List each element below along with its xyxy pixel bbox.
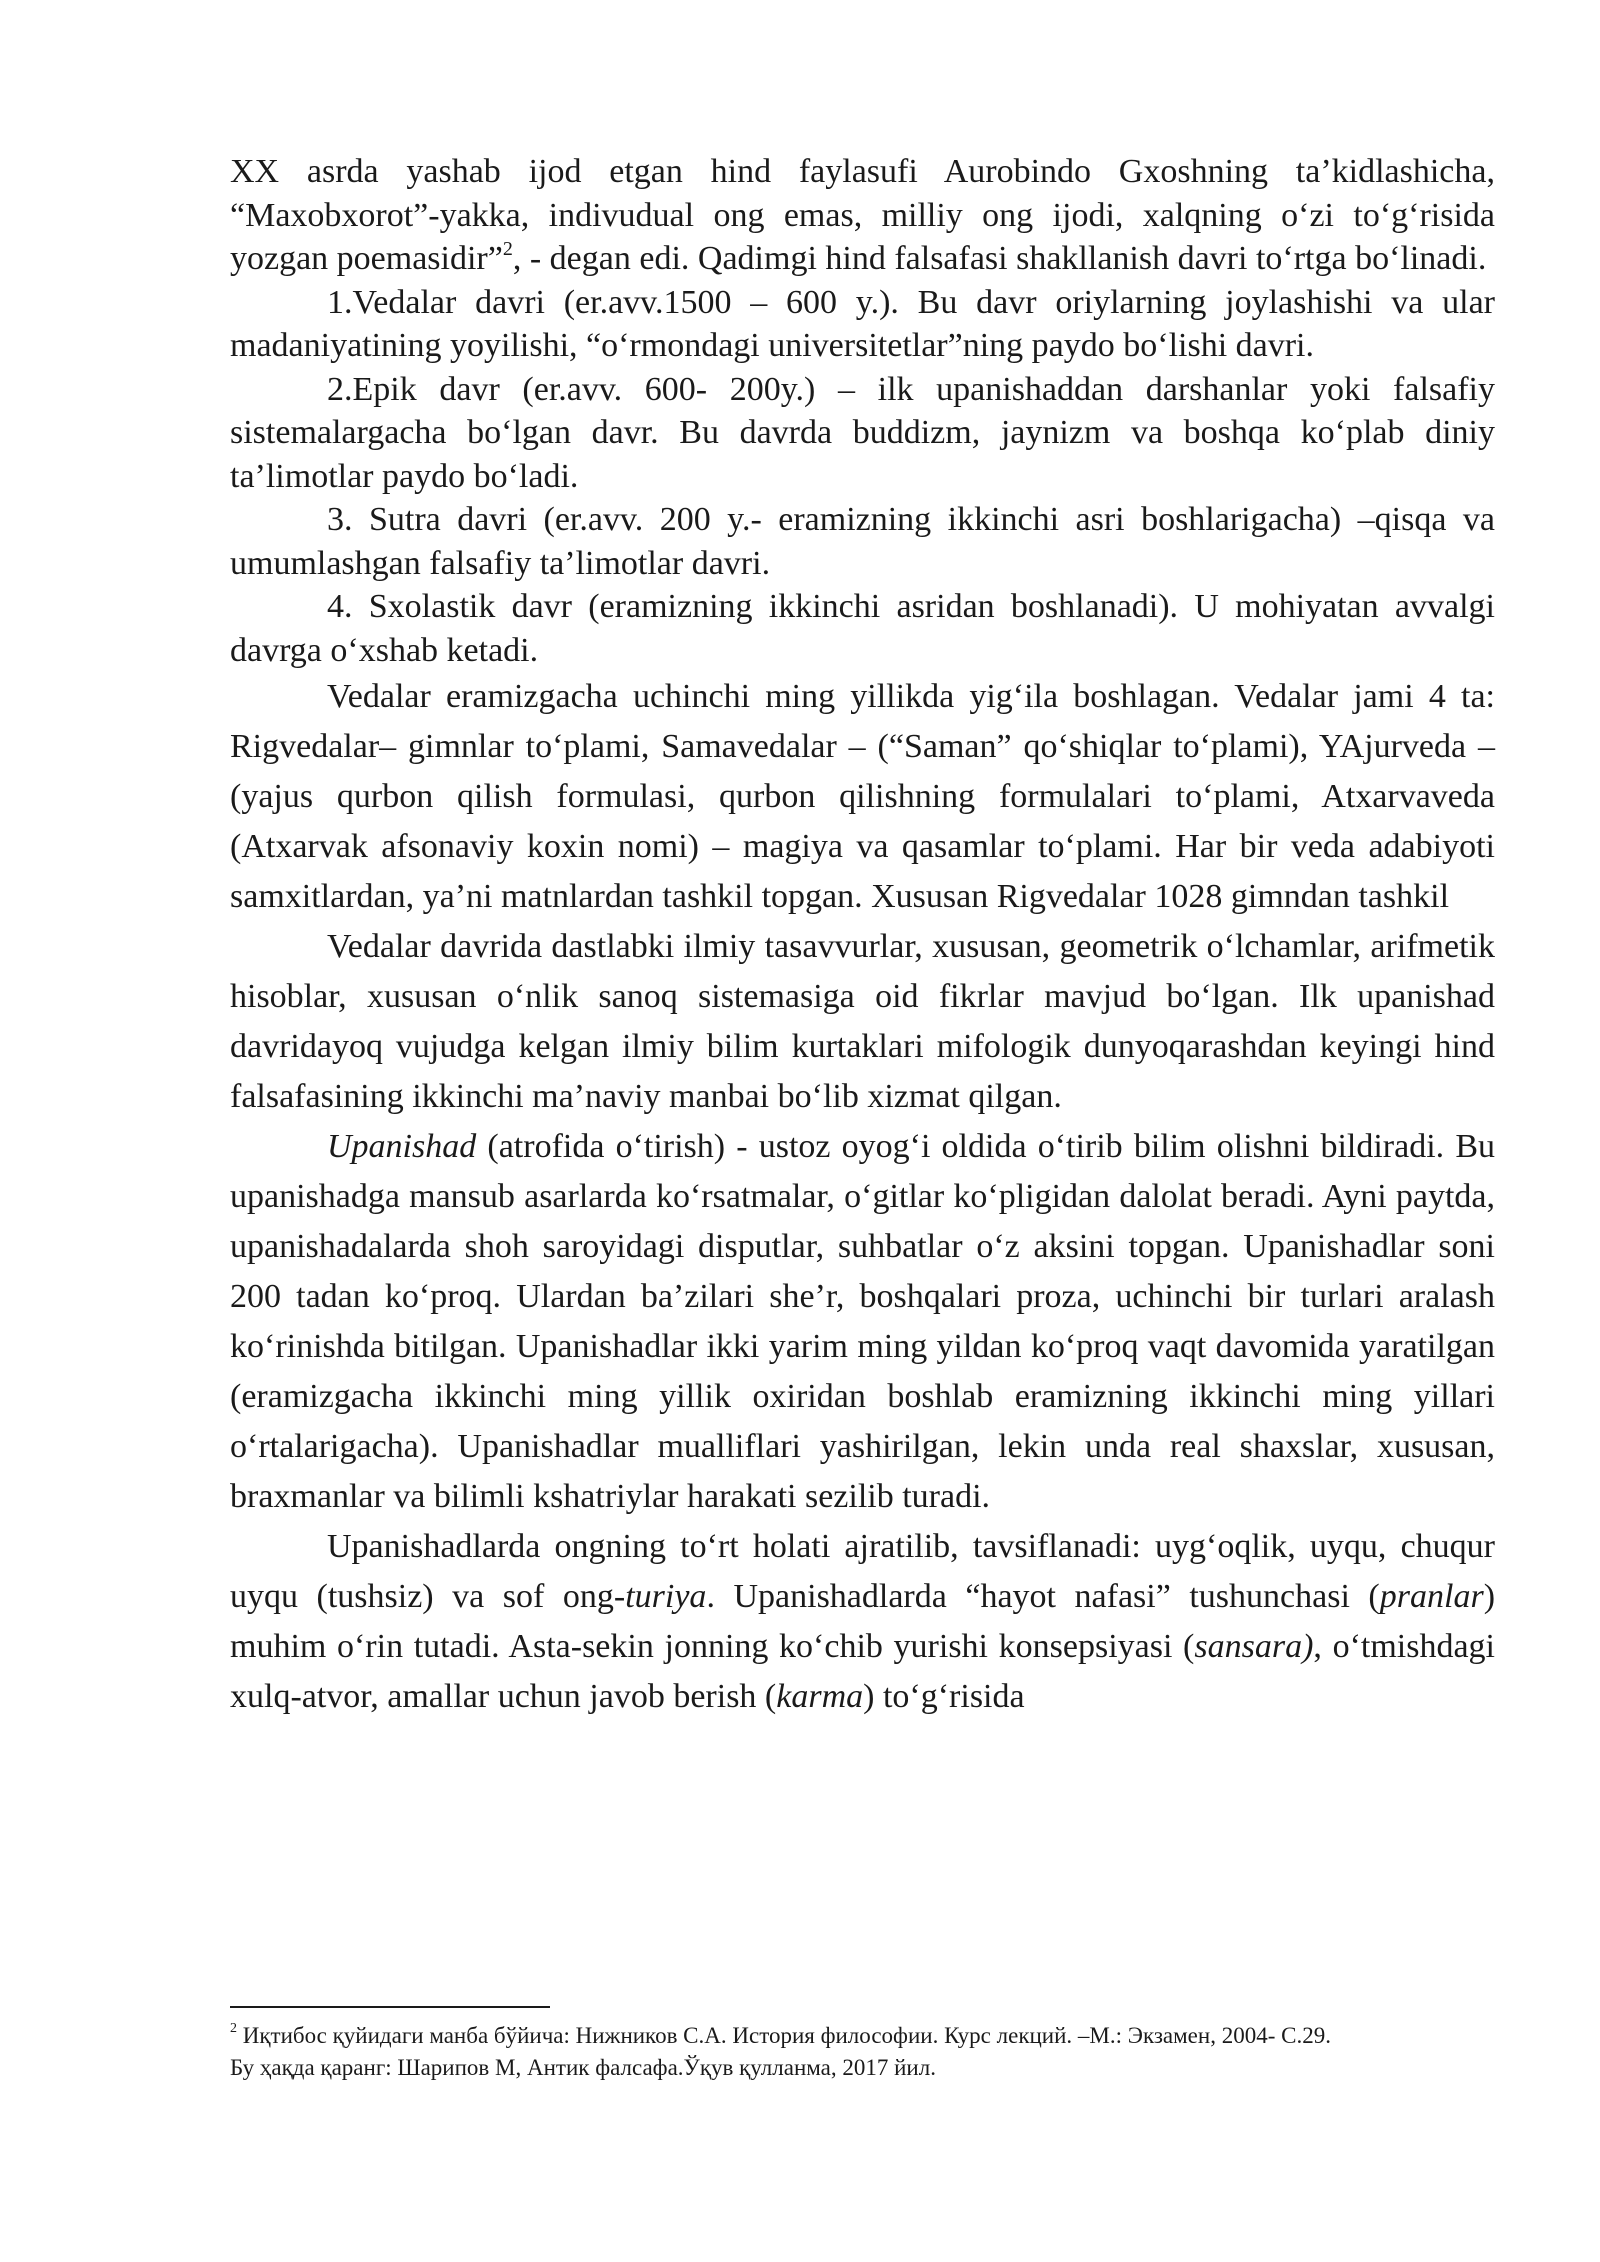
pranlar-term: pranlar xyxy=(1379,1578,1484,1615)
period-item-1: 1.Vedalar davri (er.avv.1500 – 600 y.). Bu davr oriylarning joylashishi va ular madaniyatining yoyilishi, “o‘rmondagi universitetlar”ning paydo bo‘lishi davri. xyxy=(230,283,1495,364)
period-item-4: 4. Sxolastik davr (eramizning ikkinchi asridan boshlanadi). U mohiyatan avvalgi davrga o‘xshab ketadi. xyxy=(230,588,1495,669)
consciousness-text-4: , o‘tmishdagi xulq-atvor, amallar uchun javob berish ( xyxy=(230,1628,1496,1715)
consciousness-text-2: . Upanishadlarda “hayot nafasi” tushunchasi ( xyxy=(706,1578,1380,1615)
footnotes-section xyxy=(230,2006,1480,2084)
document-page xyxy=(230,150,1495,1722)
consciousness-text-5: ) to‘g‘risida xyxy=(863,1678,1025,1715)
upanishad-text: (atrofida o‘tirish) - ustoz oyog‘i oldida o‘tirib bilim olishni bildiradi. Bu upanishadga mansub asarlarda ko‘rsatmalar, o‘gitlar ko‘pligidan dalolat beradi. Ayni paytda, upanishadalarda shoh saroyidagi disputlar, suhbatlar o‘z aksini topgan. Upanishadlar soni 200 tadan ko‘proq. Ulardan ba’zilari she’r, boshqalari proza, uchinchi bir turlari aralash ko‘rinishda bitilgan. Upanishadlar ikki yarim ming yildan ko‘proq vaqt davomida yaratilgan (eramizgacha ikkinchi ming yillik oxiridan boshlab eramizning ikkinchi ming yillari o‘rtalarigacha). Upanishadlar mualliflari yashirilgan, lekin unda real shaxslar, xususan, braxmanlar va bilimli kshatriylar harakati sezilib turadi. xyxy=(230,1128,1495,1515)
consciousness-paragraph xyxy=(230,1522,1495,1722)
footnote-note: Бу ҳақда қаранг: Шарипов М, Антик фалсафа.Ўқув қулланма, 2017 йил. xyxy=(230,2055,936,2080)
period-item-3: 3. Sutra davri (er.avv. 200 y.- eramizning ikkinchi asri boshlarigacha) –qisqa va umumlashgan falsafiy ta’limotlar davri. xyxy=(230,501,1495,582)
upanishad-term: Upanishad xyxy=(327,1128,477,1165)
footnote-text: Иқтибос қуйидаги манба бўйича: Нижников С.А. История философии. Курс лекций. –М.: Экзамен, 2004- С.29. xyxy=(237,2023,1331,2048)
upanishad-paragraph xyxy=(230,1122,1495,1522)
sansara-term: sansara) xyxy=(1194,1628,1314,1665)
intro-text-continued: , - degan edi. Qadimgi hind falsafasi shakllanish davri to‘rtga bo‘linadi. xyxy=(512,240,1487,277)
turiya-term: turiya xyxy=(625,1578,707,1615)
period-item-2: 2.Epik davr (er.avv. 600- 200y.) – ilk upanishaddan darshanlar yoki falsafiy sistemalargacha bo‘lgan davr. Bu davrda buddizm, jaynizm va boshqa ko‘plab diniy ta’limotlar paydo bo‘ladi. xyxy=(230,370,1495,495)
footnote-divider xyxy=(230,2006,550,2008)
footnote-number: 2 xyxy=(230,2021,237,2037)
consciousness-text-1: Upanishadlarda ongning to‘rt holati ajratilib, tavsiflanadi: uyg‘oqlik, uyqu, chuqur uyqu (tushsiz) va sof ong- xyxy=(230,1528,1495,1615)
consciousness-text-3: ) muhim o‘rin tutadi. Asta-sekin jonning ko‘chib yurishi konsepsiyasi ( xyxy=(230,1578,1496,1665)
karma-term: karma xyxy=(776,1678,864,1715)
footnote-ref[interactable]: 2 xyxy=(502,237,513,260)
footnote-2 xyxy=(230,2020,1480,2052)
intro-paragraph xyxy=(230,150,1495,281)
intro-text: XX asrda yashab ijod etgan hind faylasufi Aurobindo Gxoshning ta’kidlashicha, “Maxobxorot”-yakka, indivudual ong emas, milliy ong ijodi, xalqning o‘zi to‘g‘risida yozgan poemasidir” xyxy=(230,153,1495,277)
science-paragraph: Vedalar davrida dastlabki ilmiy tasavvurlar, xususan, geometrik o‘lchamlar, arifmetik hisoblar, xususan o‘nlik sanoq sistemasiga oid fikrlar mavjud bo‘lgan. Ilk upanishad davridayoq vujudga kelgan ilmiy bilim kurtaklari mifologik dunyoqarashdan keyingi hind falsafasining ikkinchi ma’naviy manbai bo‘lib xizmat qilgan. xyxy=(230,928,1495,1115)
vedas-paragraph: Vedalar eramizgacha uchinchi ming yillikda yig‘ila boshlagan. Vedalar jami 4 ta: Rigvedalar– gimnlar to‘plami, Samavedalar – (“Saman” qo‘shiqlar to‘plami), YAjurveda – (yajus qurbon qilish formulasi, qurbon qilishning formulalari to‘plami, Atxarvaveda (Atxarvak afsonaviy koxin nomi) – magiya va qasamlar to‘plami. Har bir veda adabiyoti samxitlardan, ya’ni matnlardan tashkil topgan. Xususan Rigvedalar 1028 gimndan tashkil xyxy=(230,678,1495,915)
